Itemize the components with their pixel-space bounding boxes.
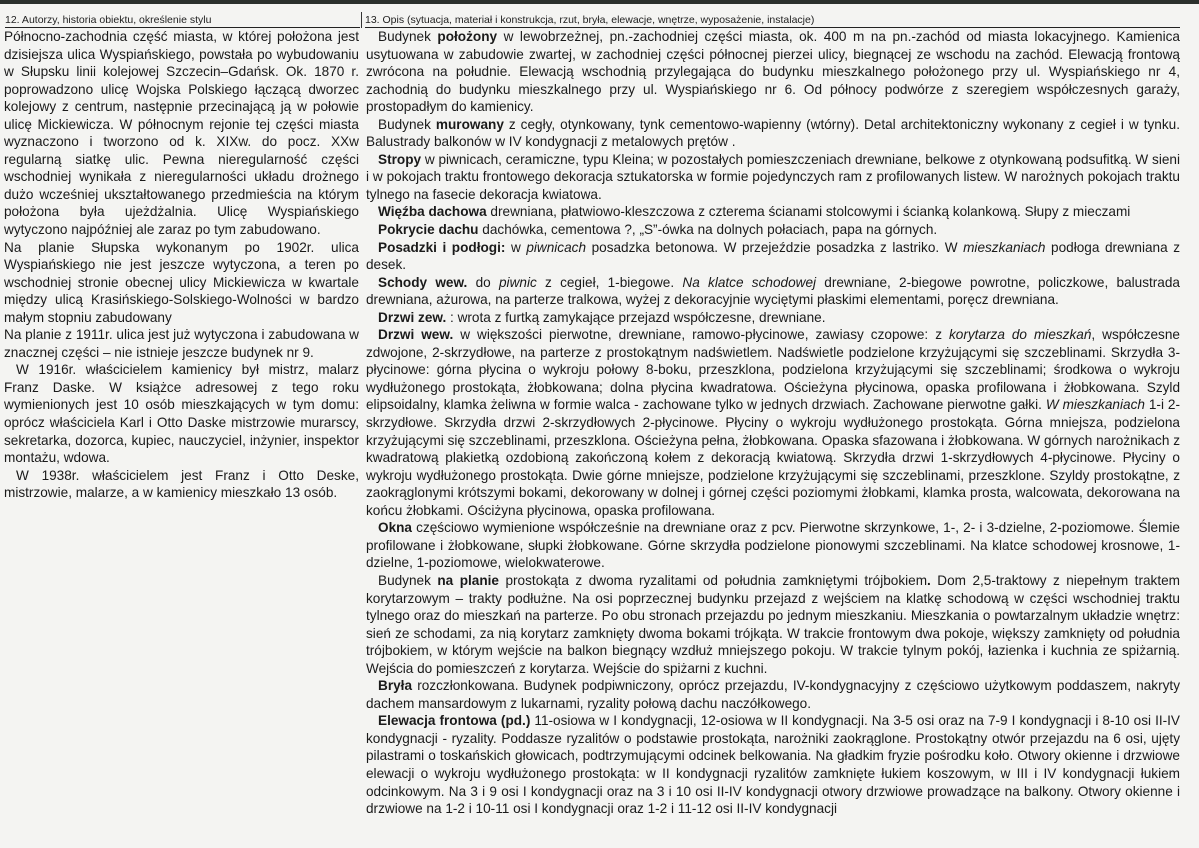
italic-term: W mieszkaniach [1045, 397, 1145, 413]
bold-term: Więźba dachowa [378, 204, 487, 220]
text-run: w piwnicach, ceramiczne, typu Kleina; w pozostałych pomieszczeniach drewniane, belkowe z otynkowaną podsufitką. W sieni i w pokojach traktu frontowego dekoracja sztukatorska w formie pojedynczych ram z profilowanych listew. W narożnych pokojach traktu tylnego na fasecie dekoracja kwiatowa. [366, 151, 1180, 202]
paragraph [366, 572, 1180, 677]
bold-term: Schody wew. [378, 274, 468, 290]
scan-edge [0, 0, 1199, 4]
bold-term: murowany [435, 116, 504, 132]
paragraph [366, 274, 1180, 309]
italic-term: korytarza do mieszkań [948, 327, 1092, 343]
text-run: w większości pierwotne, drewniane, ramowo-płycinowe, zawiasy czopowe: z [453, 327, 949, 343]
italic-term: Na klatce schodowej [682, 274, 817, 290]
text-run: , współczesne zdwojone, 2-skrzydłowe, na parterze z prostokątnym nadświetlem. Nadświetle podzielone krzyżującymi się szczeblinami. Skrzydła 3-płycinowe: górna płycina o wykroju połowy 8-boku, przeszklona, podzielona krzyżującymi się szczeblinami; środkowa o wykroju wydłużonego prostokąta, żłobkowana; dolna płycina kwadratowa. Ościeżyna płycinowa, opaska profilowana i żłobkowana. Szyld elipsoidalny, klamka żeliwna w formie walca - zachowane tylko w jednych drzwiach. Zachowane pierwotne gałki. [366, 327, 1180, 413]
text-run: Na planie z 1911r. ulica jest już wytyczona i zabudowana w znacznej części – nie istnieje jeszcze budynek nr 9. [4, 327, 359, 360]
text-run: Północno-zachodnia część miasta, w której położona jest dzisiejsza ulica Wyspiańskiego, powstała po wybudowaniu w Słupsku linii kolejowej Szczecin–Gdańsk. Ok. 1870 r. poprowadzono ulicę Wojska Polskiego łączącą dworzec kolejowy z centrum, następnie przecinającą ją w połowie ulicę Mickiewicza. W północnym rejonie tej części miasta wyznaczono i tworzono od k. XIXw. do pocz. XXw regularną siatkę ulic. Pewna nieregularność części wschodniej wynikała z nieregularności układu drożnego dużo wcześniej ukształtowanego przedmieścia na którym położona była ujeżdżalnia. Ulicę Wyspiańskiego wytyczono najpóźniej ale zaraz po tym zabudowano. [4, 29, 359, 238]
text-run: częściowo wymienione współcześnie na drewniane oraz z pcv. Pierwotne skrzynkowe, 1-, 2- i 3-dzielne, 2-poziomowe. Ślemie profilowane i żłobkowane, słupki żłobkowane. Górne skrzydła podzielone pionowymi szczeblinami. Na klatce schodowej krosnowe, 1-dzielne, 1-poziomowe, wielokwaterowe. [366, 520, 1180, 571]
paragraph [366, 116, 1180, 151]
text-run: Dom 2,5-traktowy z niepełnym traktem korytarzowym – trakty podłużne. Na osi poprzecznej budynku przejazd z wejściem na klatkę schodową w części wschodniej traktu tylnego oraz do mieszkań na parterze. Po obu stronach przejazdu po jednym mieszkaniu. Mieszkania o powtarzalnym układzie wnętrz: sień ze schodami, za nią korytarz zamknięty dwoma bokami trójkąta. W trakcie frontowym dwa pokoje, większy zamknięty od południa trójbokiem, w którym wejście na balkon biegnący wzdłuż mniejszego pokoju. W trakcie tylnym pokój, łazienka i kuchnia ze spiżarnią. Wejścia do pomieszczeń z korytarza. Wejście do spiżarni z kuchni. [366, 572, 1180, 676]
bold-term: Posadzki i podłogi: [378, 239, 506, 255]
bold-term: Stropy [378, 151, 422, 167]
italic-term: piwnicach [526, 239, 587, 255]
paragraph [366, 309, 1180, 327]
text-run: posadzka betonowa. W przejeździe posadzka z lastriko. W [586, 239, 964, 255]
text-run: Budynek [378, 116, 436, 132]
paragraph [366, 221, 1180, 239]
paragraph [366, 151, 1180, 204]
paragraph [366, 239, 1180, 274]
text-run: w lewobrzeżnej, pn.-zachodniej części miasta, ok. 400 m na pn.-zachód od miasta lokacyjnego. Kamienica usytuowana w zabudowie zwartej, w zachodniej części północnej pierzei ulicy, biegnącej ze wschodu na zachód. Elewacją frontową zwrócona na południe. Elewacją wschodnią przylegająca do budynku mieszkalnego położonego przy ul. Wyspiańskiego nr 4, zachodnią do budynku mieszkalnego przy ul. Wyspiańskiego nr 6. Od północy podwórze z szeregiem współczesnych garaży, prostopadłym do kamienicy. [366, 29, 1180, 115]
text-run: drewniane, 2-biegowe powrotne, policzkowe, balustrada drewniana, ażurowa, na parterze tralkowa, wyżej z dekoracyjnie wyciętymi płaskimi elementami, poręcz drewniana. [366, 274, 1180, 308]
bold-term: Drzwi wew. [378, 327, 454, 343]
paragraph [4, 28, 359, 239]
bold-term: Elewacja frontowa (pd.) [378, 713, 531, 729]
text-run: 11-osiowa w I kondygnacji, 12-osiowa w II kondygnacji. Na 3-5 osi oraz na 7-9 I kondygnacji i 8-10 osi II-IV kondygnacji - ryzality. Poddasze ryzalitów o podstawie prostokąta, narożniki zaokrąglone. Prostokątny otwór przejazdu na 6 osi, ujęty pilastrami o toskańskich głowicach, podtrzymującymi odcinek belkowania. Na gładkim fryzie pośrodku koło. Otwory okienne i drzwiowe elewacji o wykroju wydłużonego prostokąta: w II kondygnacji ryzalitów zamknięte łukiem koszowym, w III i IV kondygnacji łukiem odcinkowym. Na 3 i 9 osi I kondygnacji oraz na 3 i 10 osi II-IV kondygnacji otwory drzwiowe prowadzące na balkony. Otwory okienne i drzwiowe na 1-2 i 10-11 osi I kondygnacji oraz 1-2 i 11-12 osi II-IV kondygnacji [366, 713, 1180, 817]
text-run: z cegieł, 1-biegowe. [536, 274, 683, 290]
paragraph [366, 712, 1180, 817]
bold-term: Pokrycie dachu [378, 222, 479, 238]
text-run: 1-i 2-skrzydłowe. Skrzydła drzwi 2-skrzydłowych 2-płycinowe. Płyciny o wykroju wydłużonego prostokąta. Górna mniejsza, podzielona krzyżującymi się szczeblinami, przeszklona. Ościeżyna pełna, żłobkowana. Opaska sfazowana i żłobkowana. W górnych narożnikach z kwadratową plakietką ozdobioną zakończoną kołem z dekoracją kwiatową. Skrzydła drzwi 1-skrzydłowych 4-płycinowe. Płyciny o wykroju wydłużonego prostokąta. Dwie górne mniejsze, podzielone krzyżującymi się szczeblinami, przeszklone. Szyldy prostokątne, z zaokrąglonymi krótszymi bokami, dekorowany w dolnej i górnej części poziomymi żłobkami, klamka prosta, walcowata, dekorowana na końcu żłobkami. Ościżyna płycinowa, opaska profilowana. [366, 397, 1180, 518]
history-column [4, 28, 359, 502]
paragraph [4, 361, 359, 466]
bold-term: . [927, 572, 931, 588]
text-run: podłoga drewniana z desek. [366, 239, 1181, 273]
paragraph [4, 467, 359, 502]
text-run: Na planie Słupska wykonanym po 1902r. ulica Wyspiańskiego nie jest jeszcze wytyczona, a teren po wschodniej stronie obecnej ulicy Mickiewicza w kwartale między ulicą Krasińskiego-Solskiego-Wolności w bardzo małym stopniu zabudowany [4, 239, 359, 325]
paragraph [366, 326, 1180, 519]
text-run: z cegły, otynkowany, tynk cementowo-wapienny (wtórny). Detal architektoniczny wykonany z cegieł i w tynku. Balustrady balkonów w IV kondygnacji z metalowych prętów . [366, 116, 1180, 150]
section-13-header: 13. Opis (sytuacja, materiał i konstrukcja, rzut, bryła, elewacje, wnętrze, wyposażenie, instalacje) [365, 14, 1180, 28]
paragraph [366, 203, 1180, 221]
text-run: : wrota z furtką zamykające przejazd współczesne, drewniane. [446, 309, 826, 325]
paragraph [4, 239, 359, 327]
bold-term: Drzwi zew. [378, 309, 447, 325]
text-run: prostokąta z dwoma ryzalitami od południa zamkniętymi trójbokiem [499, 572, 928, 588]
text-run: Budynek [378, 29, 438, 44]
bold-term: Okna [378, 520, 412, 536]
description-column [366, 28, 1180, 818]
text-run: w [505, 239, 527, 255]
section-12-header: 12. Autorzy, historia obiektu, określenie stylu [5, 14, 360, 28]
text-run: W 1916r. właścicielem kamienicy był mistrz, malarz Franz Daske. W książce adresowej z tego roku wymienionych jest 10 osób mieszkających w tym domu: oprócz właściciela Karl i Otto Daske mistrzowie murarscy, sekretarka, dozorca, kupiec, nauczyciel, inżynier, inspektor montażu, wdowa. [4, 362, 359, 466]
text-run: drewniana, płatwiowo-kleszczowa z czterema ścianami stolcowymi i ścianką kolankową. Słupy z mieczami [486, 204, 1131, 220]
italic-term: mieszkaniach [963, 239, 1046, 255]
bold-term: na planie [437, 572, 499, 588]
italic-term: piwnic [498, 274, 537, 290]
paragraph [4, 326, 359, 361]
paragraph [366, 28, 1180, 116]
bold-term: położony [437, 29, 498, 44]
bold-term: Bryła [378, 678, 413, 694]
text-run: dachówka, cementowa ?, „S”-ówka na dolnych połaciach, papa na górnych. [478, 222, 938, 238]
text-run: rozczłonkowana. Budynek podpiwniczony, oprócz przejazdu, IV-kondygnacyjny z częściowo użytkowym poddaszem, nakryty dachem mansardowym z lukarnami, ryzality połową dachu naczółkowego. [366, 678, 1180, 711]
paragraph [366, 677, 1180, 712]
text-run: do [467, 274, 499, 290]
text-run: Budynek [378, 572, 438, 588]
paragraph [366, 519, 1180, 572]
column-divider [361, 12, 362, 28]
text-run: W 1938r. właścicielem jest Franz i Otto Deske, mistrzowie, malarze, a w kamienicy mieszkało 13 osób. [4, 467, 359, 501]
